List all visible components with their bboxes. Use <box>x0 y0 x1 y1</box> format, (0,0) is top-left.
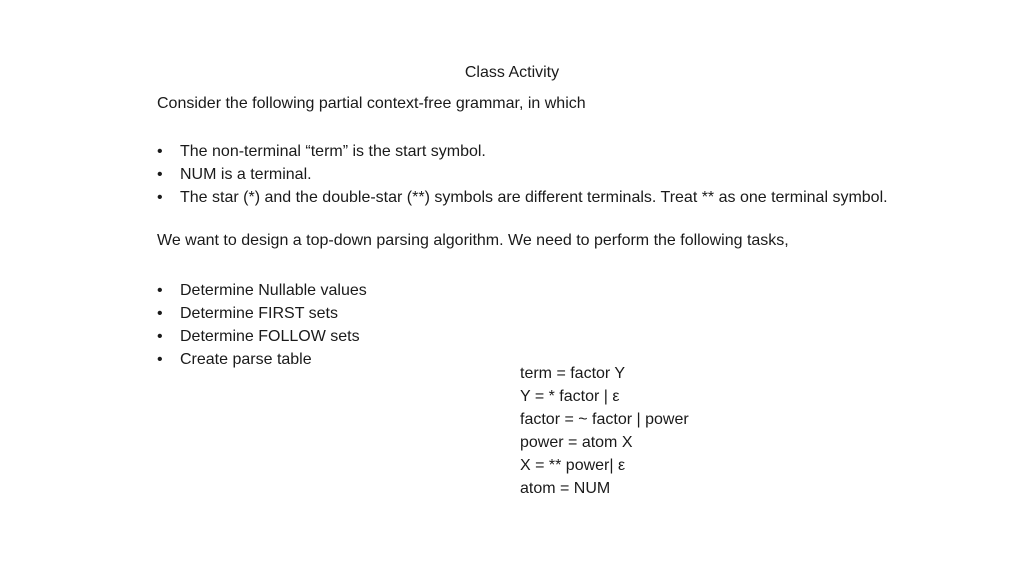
grammar-rule: power = atom X <box>520 434 633 451</box>
slide-title: Class Activity <box>464 64 560 81</box>
task-text: Create parse table <box>180 351 312 368</box>
list-item <box>157 302 367 325</box>
conditions-list <box>157 140 888 209</box>
bullet-icon: • <box>157 189 163 206</box>
bullet-icon: • <box>157 166 163 183</box>
bullet-icon: • <box>157 351 163 368</box>
task-text: Determine FOLLOW sets <box>180 328 360 345</box>
bullet-icon: • <box>157 143 163 160</box>
bullet-icon: • <box>157 328 163 345</box>
condition-text: The star (*) and the double-star (**) symbols are different terminals. Treat ** as one terminal symbol. <box>180 189 888 206</box>
list-item <box>157 140 888 163</box>
tasks-list <box>157 279 367 371</box>
task-text: Determine FIRST sets <box>180 305 338 322</box>
list-item <box>157 186 888 209</box>
condition-text: NUM is a terminal. <box>180 166 312 183</box>
grammar-rule: atom = NUM <box>520 480 611 497</box>
list-item <box>157 348 367 371</box>
grammar-rules <box>520 362 689 500</box>
bullet-icon: • <box>157 282 163 299</box>
bullet-icon: • <box>157 305 163 322</box>
task-intro-text: We want to design a top-down parsing algorithm. We need to perform the following tasks, <box>157 232 789 249</box>
grammar-rule: X = ** power| ε <box>520 457 626 474</box>
list-item <box>157 325 367 348</box>
grammar-rule: Y = * factor | ε <box>520 388 620 405</box>
grammar-rule: term = factor Y <box>520 365 626 382</box>
list-item <box>157 279 367 302</box>
condition-text: The non-terminal “term” is the start symbol. <box>180 143 486 160</box>
task-text: Determine Nullable values <box>180 282 367 299</box>
list-item <box>157 163 888 186</box>
intro-text: Consider the following partial context-free grammar, in which <box>157 95 586 112</box>
grammar-rule: factor = ~ factor | power <box>520 411 689 428</box>
